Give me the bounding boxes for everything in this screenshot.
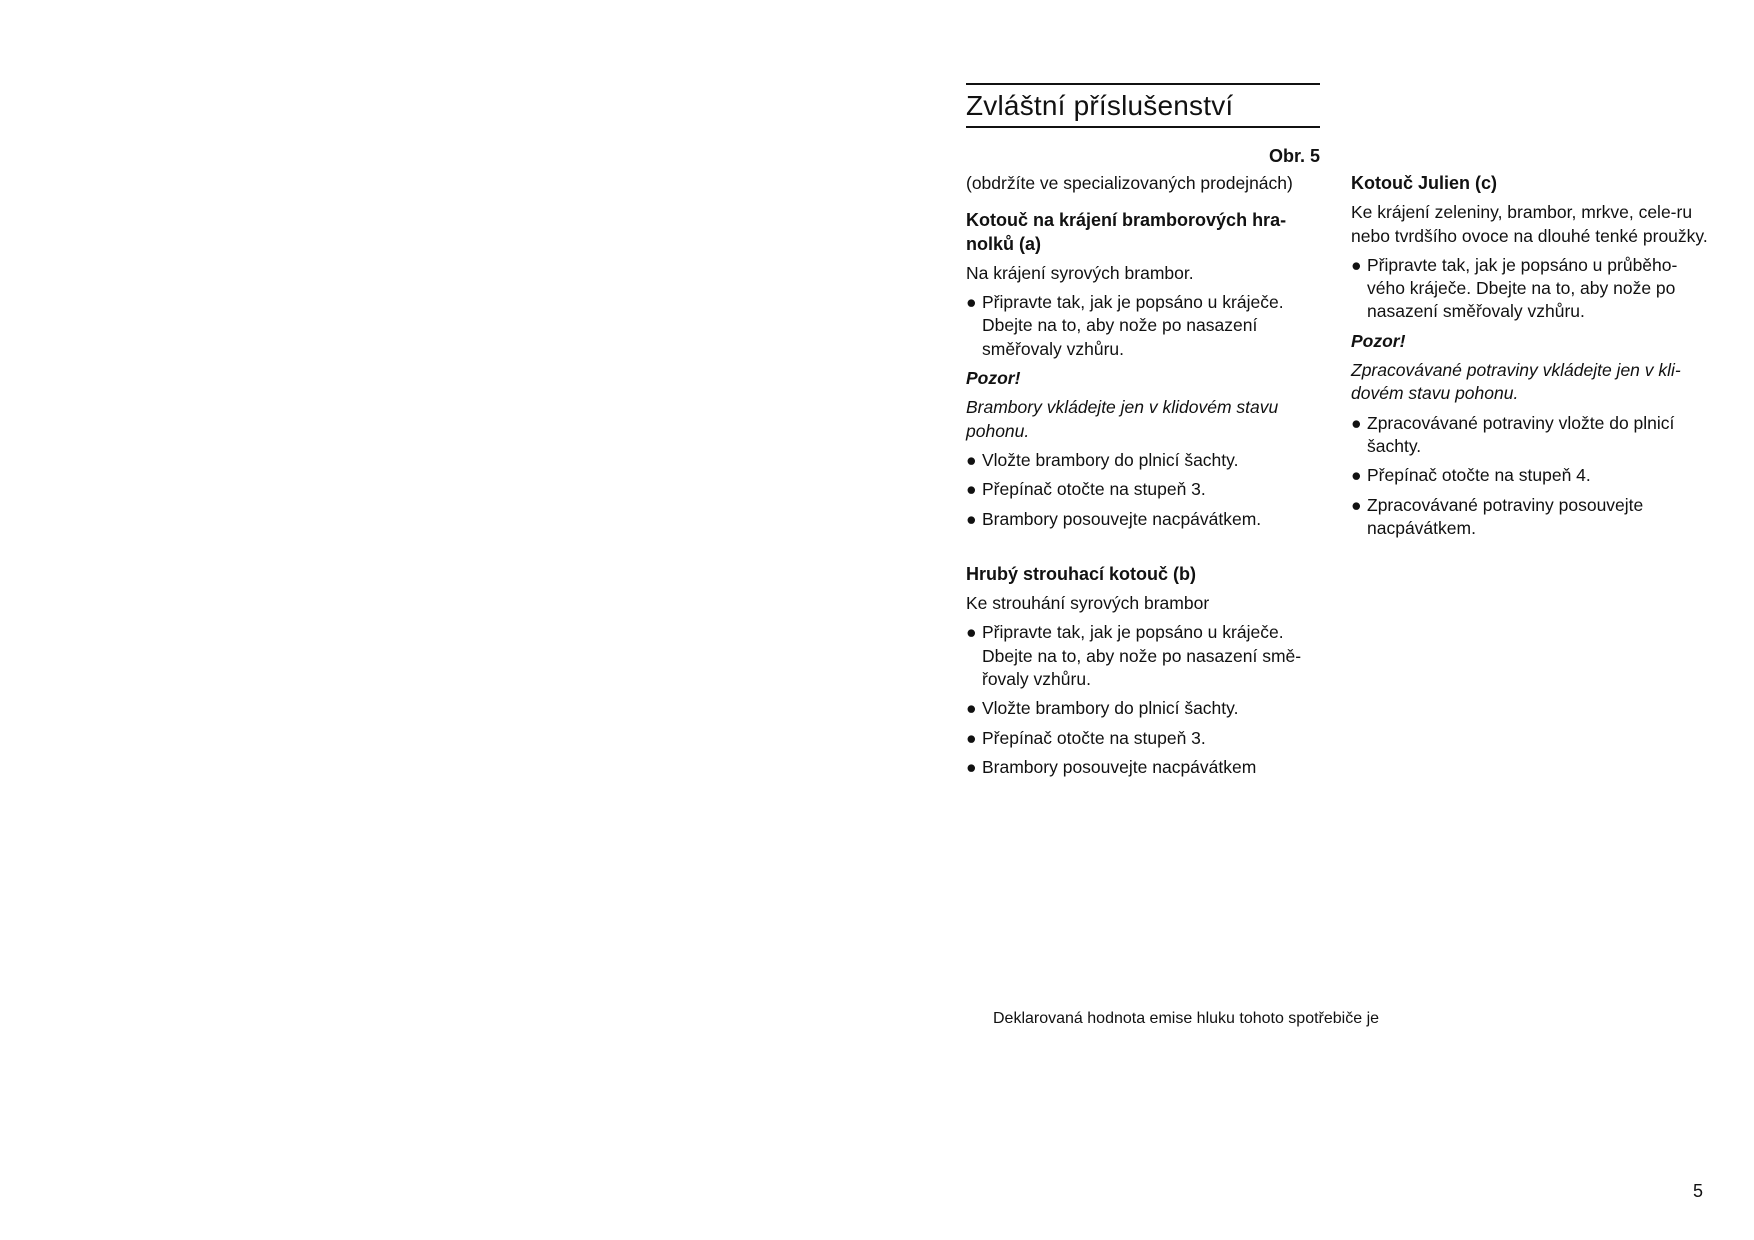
page-number: 5 (1693, 1181, 1704, 1201)
bullet-icon: ● (966, 292, 977, 313)
disc-c-steps-after (1351, 412, 1711, 540)
bullet-icon: ● (966, 508, 977, 529)
list-item: ● Přepínač otočte na stupeň 4. (1351, 464, 1711, 487)
disc-c-warning-label: Pozor! (1351, 330, 1406, 351)
disc-a-steps-after (966, 449, 1326, 531)
disc-a-heading: Kotouč na krájení bramborových hra-nolků (a) (966, 210, 1287, 254)
left-column (966, 172, 1326, 785)
list-item: ● Připravte tak, jak je popsáno u průběho-vého kráječe. Dbejte na to, aby nože po nasazení směřovaly vzhůru. (1351, 254, 1678, 322)
list-item: ● Vložte brambory do plnicí šachty. (966, 449, 1326, 472)
bullet-icon: ● (966, 622, 977, 643)
bullet-icon: ● (966, 756, 977, 777)
list-item: ● Připravte tak, jak je popsáno u kráječe. Dbejte na to, aby nože po nasazení smě-řovaly vzhůru. (966, 622, 1302, 690)
bullet-icon: ● (1351, 254, 1362, 275)
figure-reference: Obr. 5 (1268, 146, 1320, 166)
list-item: ● Brambory posouvejte nacpávátkem. (966, 508, 1326, 531)
disc-b-steps (966, 621, 1326, 779)
list-item: ● Připravte tak, jak je popsáno u kráječe. Dbejte na to, aby nože po nasazení směřovaly vzhůru. (966, 292, 1284, 359)
disc-a-warning-text: Brambory vkládejte jen v klidovém stavu pohonu. (966, 397, 1279, 441)
disc-b-heading: Hrubý strouhací kotouč (b) (966, 563, 1197, 584)
bullet-icon: ● (966, 479, 977, 500)
disc-b-description: Ke strouhání syrových brambor (966, 593, 1210, 614)
bullet-icon: ● (966, 449, 977, 470)
availability-note: (obdržíte ve specializovaných prodejnách) (966, 173, 1293, 193)
bullet-icon: ● (966, 698, 977, 719)
list-item: ● Vložte brambory do plnicí šachty. (966, 697, 1326, 720)
section-title: Zvláštní příslušenství (966, 90, 1234, 121)
disc-a-steps (966, 291, 1326, 361)
bullet-icon: ● (1351, 494, 1362, 515)
title-rule-top (966, 83, 1320, 85)
disc-c-steps (1351, 254, 1711, 324)
noise-emission-note: Deklarovaná hodnota emise hluku tohoto spotřebiče je (993, 1010, 1380, 1027)
title-rule-bottom (966, 126, 1320, 128)
list-item: ● Brambory posouvejte nacpávátkem (966, 756, 1326, 779)
right-column (1351, 172, 1711, 546)
disc-a-description: Na krájení syrových brambor. (966, 262, 1194, 283)
bullet-icon: ● (1351, 412, 1362, 433)
list-item: ● Přepínač otočte na stupeň 3. (966, 727, 1326, 750)
disc-c-heading: Kotouč Julien (c) (1351, 173, 1498, 193)
list-item: ● Přepínač otočte na stupeň 3. (966, 478, 1326, 501)
list-item: ● Zpracovávané potraviny posouvejte nacpávátkem. (1351, 494, 1644, 538)
disc-a-warning-label: Pozor! (966, 368, 1021, 389)
list-item: ● Zpracovávané potraviny vložte do plnicí šachty. (1351, 412, 1675, 456)
disc-c-warning-text: Zpracovávané potraviny vkládejte jen v kli-dovém stavu pohonu. (1351, 360, 1681, 404)
disc-c-description: Ke krájení zeleniny, brambor, mrkve, cele-ru nebo tvrdšího ovoce na dlouhé tenké proužky. (1351, 202, 1708, 246)
bullet-icon: ● (1351, 465, 1362, 486)
bullet-icon: ● (966, 727, 977, 748)
